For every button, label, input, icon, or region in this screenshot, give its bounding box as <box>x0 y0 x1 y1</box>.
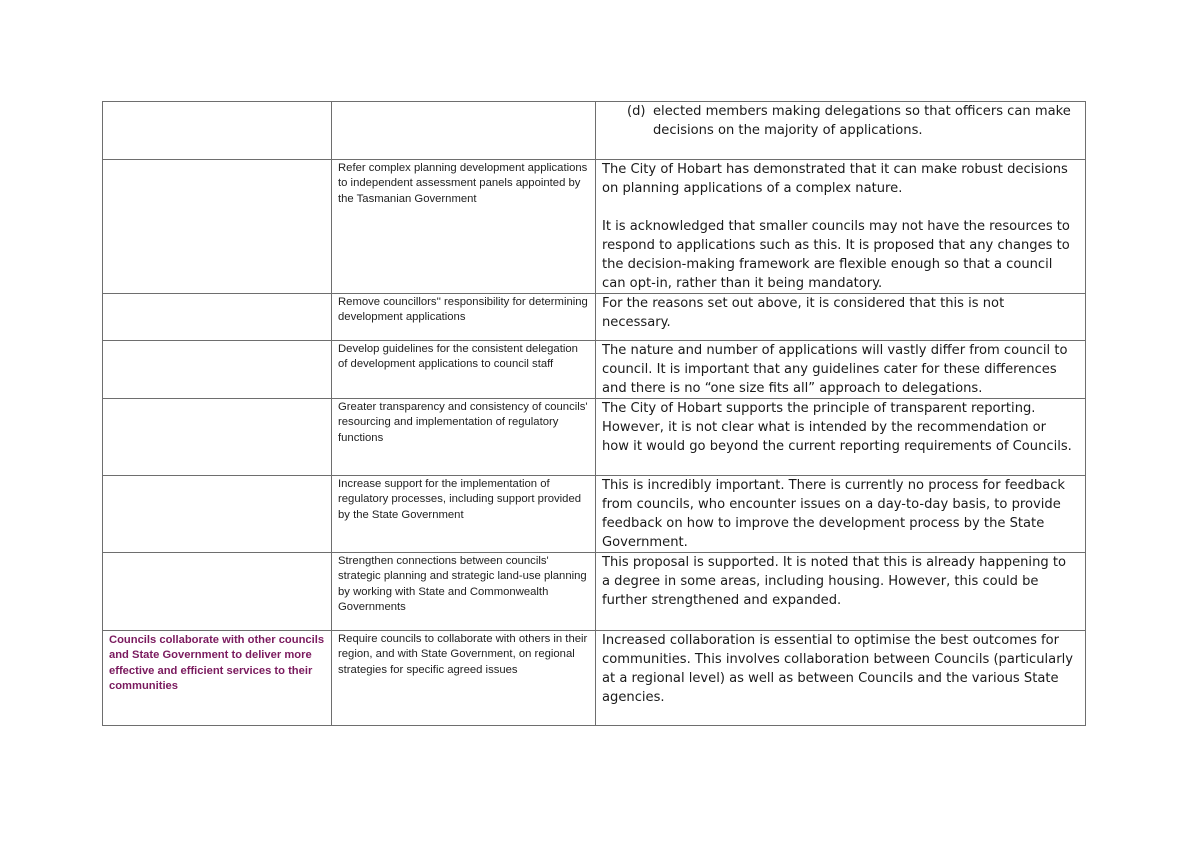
response-cell <box>596 631 1086 726</box>
table-row <box>103 399 1086 476</box>
table-row <box>103 476 1086 553</box>
recommendation-cell <box>332 341 596 399</box>
recommendation-text: Refer complex planning development applications to independent assessment panels appointed by the Tasmanian Government <box>338 162 588 205</box>
submission-table <box>102 101 1086 726</box>
theme-cell <box>103 341 332 399</box>
response-cell <box>596 341 1086 399</box>
recommendation-text: Require councils to collaborate with others in their region, and with State Government, on regional strategies for specific agreed issues <box>338 633 588 676</box>
response-paragraph: This proposal is supported. It is noted that this is already happening to a degree in some areas, including housing. However, this could be further strengthened and expanded. <box>602 555 1066 608</box>
recommendation-text: Develop guidelines for the consistent delegation of development applications to council staff <box>338 343 578 371</box>
recommendation-text: Greater transparency and consistency of councils' resourcing and implementation of regulatory functions <box>338 401 588 444</box>
table-row <box>103 160 1086 294</box>
table-row <box>103 631 1086 726</box>
theme-cell <box>103 399 332 476</box>
table-row <box>103 102 1086 160</box>
theme-cell <box>103 476 332 553</box>
response-paragraph: For the reasons set out above, it is considered that this is not necessary. <box>602 296 1005 330</box>
list-item-text: elected members making delegations so that officers can make decisions on the majority of applications. <box>653 104 1071 138</box>
recommendation-cell <box>332 102 596 160</box>
recommendation-cell <box>332 160 596 294</box>
response-paragraph: The City of Hobart supports the principle of transparent reporting. However, it is not clear what is intended by the recommendation or how it would go beyond the current reporting requirements of Councils. <box>602 401 1072 454</box>
recommendation-cell <box>332 476 596 553</box>
recommendation-text: Remove councillors'' responsibility for determining development applications <box>338 296 588 324</box>
response-paragraph: This is incredibly important. There is currently no process for feedback from councils, who encounter issues on a day-to-day basis, to provide feedback on how to improve the development process by the State Government. <box>602 478 1065 550</box>
recommendation-cell <box>332 294 596 341</box>
response-list-item <box>602 102 1077 140</box>
theme-cell <box>103 631 332 726</box>
response-cell <box>596 553 1086 631</box>
recommendation-text: Strengthen connections between councils' strategic planning and strategic land-use planning by working with State and Commonwealth Governments <box>338 555 587 614</box>
table-row <box>103 341 1086 399</box>
recommendation-cell <box>332 631 596 726</box>
response-cell <box>596 399 1086 476</box>
response-paragraph: The nature and number of applications will vastly differ from council to council. It is important that any guidelines cater for these differences and there is no “one size fits all” approach to delegations. <box>602 343 1068 396</box>
response-paragraph: It is acknowledged that smaller councils may not have the resources to respond to applications such as this. It is proposed that any changes to the decision-making framework are flexible enough so that a council can opt-in, rather than it being mandatory. <box>602 219 1070 291</box>
recommendation-cell <box>332 553 596 631</box>
list-marker: (d) <box>627 104 646 119</box>
response-cell <box>596 160 1086 294</box>
recommendation-text: Increase support for the implementation of regulatory processes, including support provided by the State Government <box>338 478 582 521</box>
theme-cell <box>103 553 332 631</box>
theme-heading: Councils collaborate with other councils and State Government to deliver more effective and efficient services to their communities <box>109 634 325 693</box>
theme-cell <box>103 102 332 160</box>
theme-cell <box>103 294 332 341</box>
response-paragraph: Increased collaboration is essential to optimise the best outcomes for communities. This involves collaboration between Councils (particularly at a regional level) as well as between Councils and the various State agencies. <box>602 633 1073 705</box>
response-cell <box>596 294 1086 341</box>
theme-cell <box>103 160 332 294</box>
table-row <box>103 553 1086 631</box>
response-cell <box>596 476 1086 553</box>
response-cell <box>596 102 1086 160</box>
table-row <box>103 294 1086 341</box>
recommendation-cell <box>332 399 596 476</box>
response-paragraph: The City of Hobart has demonstrated that it can make robust decisions on planning applications of a complex nature. <box>602 162 1068 196</box>
